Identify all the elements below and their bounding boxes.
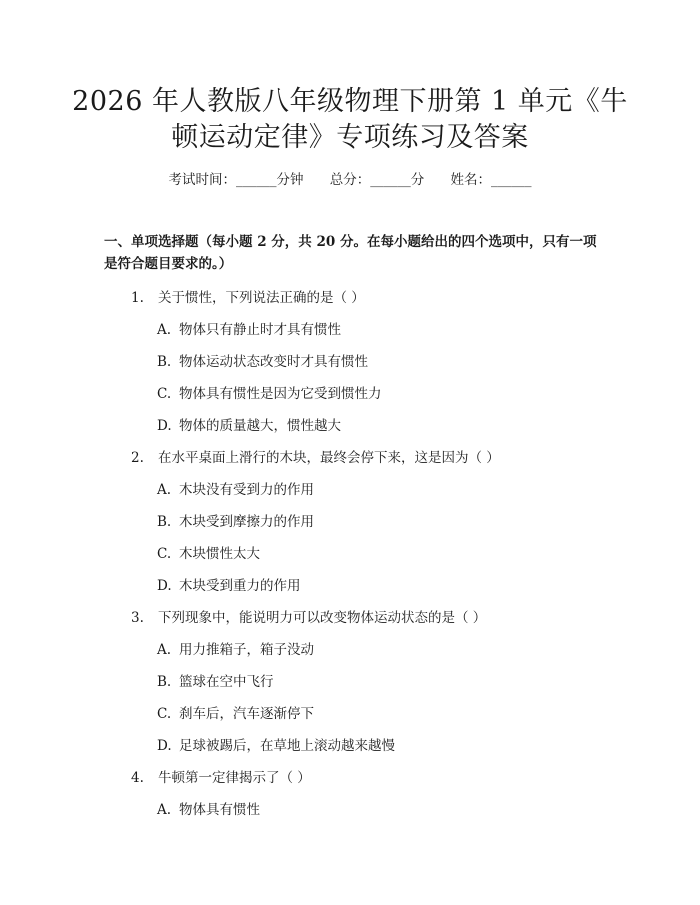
question-1-option-b [157,350,368,370]
option-letter: C. [157,546,172,562]
option-text: 足球被踢后，在草地上滚动越来越慢 [179,738,395,754]
option-letter: B. [157,674,172,690]
option-letter: A. [157,322,172,338]
student-name-label: 姓名： [450,172,492,188]
question-number: 1. [131,290,144,306]
question-3-option-a [157,638,314,658]
document-title-line-2: 顿运动定律》专项练习及答案 [171,122,529,153]
option-text: 木块受到重力的作用 [179,578,301,594]
option-letter: D. [157,418,172,434]
option-letter: A. [157,482,172,498]
option-letter: D. [157,738,172,754]
question-4-option-a [157,798,260,818]
exam-time-blank: ______ [235,172,277,188]
option-text: 刹车后，汽车逐渐停下 [179,706,314,722]
question-text: 牛顿第一定律揭示了（ ） [158,770,311,786]
question-2-option-b [157,510,314,530]
question-text: 下列现象中，能说明力可以改变物体运动状态的是（ ） [158,610,487,626]
document-title-line-1: 2026 年人教版八年级物理下册第 1 单元《牛 [72,86,628,117]
section-heading-line-2: 是符合题目要求的。） [104,256,233,272]
exam-time-label: 考试时间： [168,172,236,188]
option-text: 篮球在空中飞行 [179,674,274,690]
question-3-option-c [157,702,314,722]
question-2-option-d [157,574,301,594]
total-score-label: 总分： [329,172,371,188]
exam-info-row [0,168,700,188]
option-letter: A. [157,802,172,818]
option-letter: A. [157,642,172,658]
total-score-unit: 分 [410,172,425,188]
option-letter: D. [157,578,172,594]
question-3 [131,606,486,626]
question-4 [131,766,311,786]
total-score-blank: ______ [370,172,411,188]
option-text: 木块受到摩擦力的作用 [179,514,314,530]
question-1-option-a [157,318,341,338]
question-number: 4. [131,770,144,786]
question-2 [131,446,500,466]
question-3-option-d [157,734,395,754]
question-1-option-d [157,414,341,434]
option-text: 物体只有静止时才具有惯性 [179,322,341,338]
option-letter: C. [157,706,172,722]
question-text: 在水平桌面上滑行的木块，最终会停下来，这是因为（ ） [158,450,500,466]
question-number: 2. [131,450,144,466]
option-text: 物体具有惯性是因为它受到惯性力 [179,386,382,402]
question-3-option-b [157,670,274,690]
option-text: 物体的质量越大，惯性越大 [179,418,341,434]
student-name-blank: ______ [491,172,532,188]
question-number: 3. [131,610,144,626]
section-heading-line-1: 一、单项选择题（每小题 2 分，共 20 分。在每小题给出的四个选项中，只有一项 [104,234,597,250]
option-text: 物体运动状态改变时才具有惯性 [179,354,368,370]
question-2-option-a [157,478,314,498]
option-text: 木块没有受到力的作用 [179,482,314,498]
option-letter: B. [157,514,172,530]
total-score-field [330,172,425,188]
exam-time-unit: 分钟 [276,172,304,188]
option-letter: B. [157,354,172,370]
option-text: 物体具有惯性 [179,802,260,818]
option-text: 木块惯性太大 [179,546,260,562]
question-1 [131,286,365,306]
student-name-field [451,172,532,188]
exam-time-field [168,172,303,188]
question-text: 关于惯性，下列说法正确的是（ ） [158,290,365,306]
question-2-option-c [157,542,260,562]
option-text: 用力推箱子，箱子没动 [179,642,314,658]
question-1-option-c [157,382,382,402]
option-letter: C. [157,386,172,402]
